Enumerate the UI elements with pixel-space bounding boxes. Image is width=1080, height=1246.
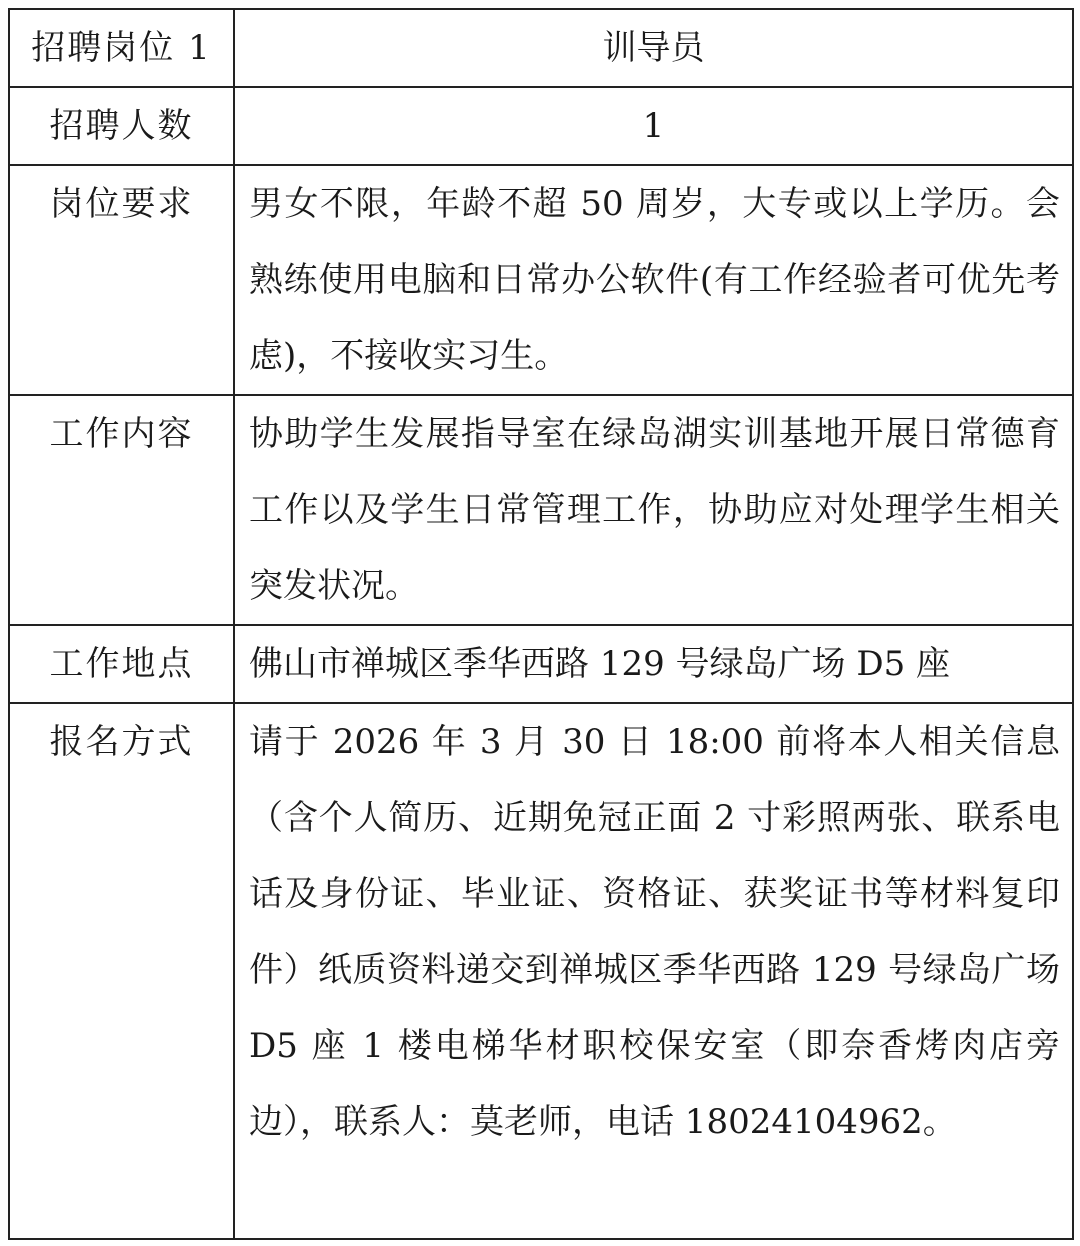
table-row [9,395,1073,625]
requirements-value: 男女不限，年龄不超 50 周岁，大专或以上学历。会熟练使用电脑和日常办公软件(有工作经验者可优先考虑)，不接收实习生。 [234,165,1073,395]
job-posting-table [8,8,1074,1240]
table-row [9,87,1073,165]
position-value: 训导员 [234,9,1073,87]
duties-value: 协助学生发展指导室在绿岛湖实训基地开展日常德育工作以及学生日常管理工作，协助应对处理学生相关突发状况。 [234,395,1073,625]
application-label: 报名方式 [9,703,234,1239]
table-row [9,703,1073,1239]
table-row [9,165,1073,395]
location-label: 工作地点 [9,625,234,703]
headcount-value: 1 [234,87,1073,165]
location-value: 佛山市禅城区季华西路 129 号绿岛广场 D5 座 [234,625,1073,703]
application-value: 请于 2026 年 3 月 30 日 18:00 前将本人相关信息（含个人简历、近期免冠正面 2 寸彩照两张、联系电话及身份证、毕业证、资格证、获奖证书等材料复印件）纸质资料递交到禅城区季华西路 129 号绿岛广场 D5 座 1 楼电梯华材职校保安室（即奈香烤肉店旁边），联系人：莫老师，电话 18024104962。 [234,703,1073,1239]
position-label: 招聘岗位 1 [9,9,234,87]
headcount-label: 招聘人数 [9,87,234,165]
duties-label: 工作内容 [9,395,234,625]
table-row [9,625,1073,703]
requirements-label: 岗位要求 [9,165,234,395]
table-row [9,9,1073,87]
